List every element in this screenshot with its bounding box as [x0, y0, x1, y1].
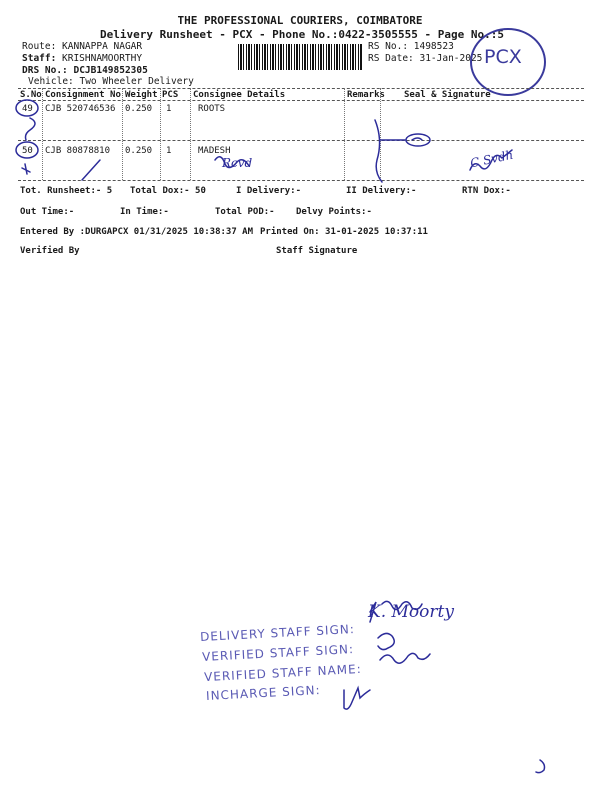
- row2-circle-mark: [16, 142, 38, 158]
- remarks-line: [375, 120, 382, 182]
- tot-runsheet: Tot. Runsheet:- 5: [20, 186, 113, 196]
- out-time: Out Time:-: [20, 207, 75, 217]
- cell-weight: 0.250: [125, 146, 153, 156]
- row2-slash: [82, 160, 100, 180]
- corner-mark: [536, 760, 545, 773]
- stamp-verified-staff-name: VERIFIED STAFF NAME:: [203, 661, 363, 685]
- verified-name-scribble: [380, 653, 430, 663]
- row2-handwritten-remark: Rcvd: [222, 156, 253, 170]
- company-title: THE PROFESSIONAL COURIERS, COIMBATORE: [177, 14, 423, 27]
- cell-pcs: 1: [166, 146, 172, 156]
- cell-consignee: MADESH: [198, 146, 231, 156]
- stamp-verified-staff-sign: VERIFIED STAFF SIGN:: [201, 642, 355, 664]
- seal-oval: [406, 134, 430, 146]
- rs-number: RS No.: 1498523: [368, 41, 454, 52]
- th-consignment: Consignment No: [45, 90, 121, 100]
- cell-consignment: CJB 520746536: [45, 104, 116, 114]
- cell-sno: 50: [22, 146, 33, 156]
- runsheet-title: Delivery Runsheet - PCX - Phone No.:0422-3505555 - Page No.:5: [100, 28, 504, 41]
- row1-circle-mark: [16, 100, 38, 116]
- incharge-sign-scribble: [344, 688, 370, 709]
- route-text: Route: KANNAPPA NAGAR: [22, 41, 143, 52]
- cell-pcs: 1: [166, 104, 172, 114]
- i-delivery: I Delivery:-: [236, 186, 302, 196]
- th-consignee: Consignee Details: [193, 90, 286, 100]
- row2-mark: [22, 164, 30, 174]
- rs-date: RS Date: 31-Jan-2025: [368, 53, 483, 64]
- cell-consignee: ROOTS: [198, 104, 226, 114]
- seal-scribble: [412, 138, 422, 140]
- th-seal-signature: Seal & Signature: [404, 90, 491, 100]
- th-sno: S.No: [20, 90, 42, 100]
- verified-sign-scribble: [378, 633, 394, 649]
- total-pod: Total POD:-: [215, 207, 275, 217]
- side-handwritten-sign: C Svdh: [469, 147, 515, 171]
- in-time: In Time:-: [120, 207, 169, 217]
- staff-value: KRISHNAMOORTHY: [62, 53, 143, 64]
- cell-weight: 0.250: [125, 104, 153, 114]
- th-remarks: Remarks: [347, 90, 385, 100]
- total-dox: Total Dox:- 50: [130, 186, 206, 196]
- th-weight: Weight: [125, 90, 158, 100]
- delvy-points: Delvy Points:-: [296, 207, 372, 217]
- staff-handwritten-name: K. Moorty: [368, 602, 454, 622]
- th-pcs: PCS: [162, 90, 179, 100]
- cell-consignment: CJB 80878810: [45, 146, 111, 156]
- stamp-incharge-sign: INCHARGE SIGN:: [205, 683, 321, 703]
- verified-by: Verified By: [20, 246, 80, 256]
- cell-sno: 49: [22, 104, 33, 114]
- printed-on: Printed On: 31-01-2025 10:37:11: [260, 227, 428, 237]
- staff-label: Staff:: [22, 53, 57, 64]
- pcx-stamp: PCX: [484, 46, 522, 68]
- ii-delivery: II Delivery:-: [346, 186, 417, 196]
- staff-signature: Staff Signature: [276, 246, 358, 256]
- entered-by: Entered By :DURGAPCX 01/31/2025 10:38:37 AM: [20, 227, 253, 237]
- rtn-dox: RTN Dox:-: [462, 186, 511, 196]
- row1-scribble: [26, 118, 36, 140]
- vehicle-text: Vehicle: Two Wheeler Delivery: [28, 76, 194, 87]
- stamp-delivery-staff-sign: DELIVERY STAFF SIGN:: [199, 621, 356, 645]
- drs-number: DRS No.: DCJB149852305: [22, 65, 148, 76]
